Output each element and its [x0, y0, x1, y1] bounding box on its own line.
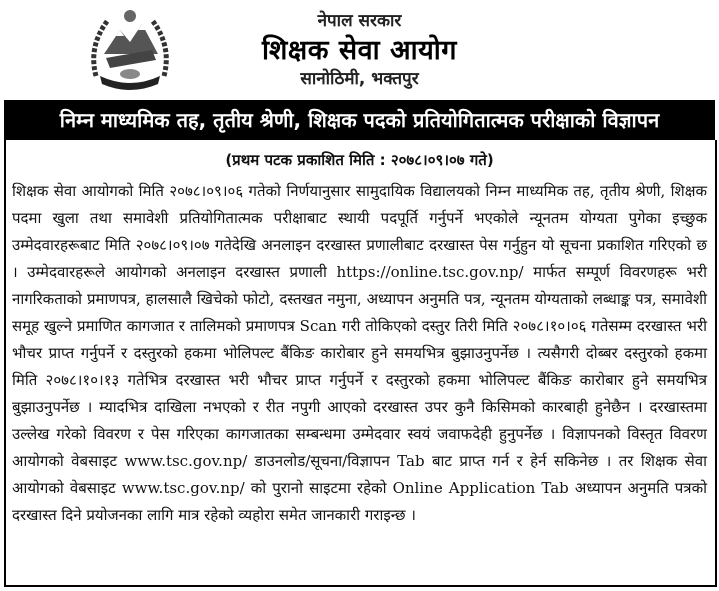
publication-date-line: (प्रथम पटक प्रकाशित मिति : २०७८।०९।०७ गते) [225, 151, 494, 169]
notice-title-banner: निम्न माध्यमिक तह, तृतीय श्रेणी, शिक्षक पदको प्रतियोगितात्मक परीक्षाको विज्ञापन [4, 100, 715, 140]
organization-location: सानोठिमी, भक्तपुर [300, 69, 419, 89]
header [0, 0, 719, 98]
notice-body-text: शिक्षक सेवा आयोगको मिति २०७८।०९।०६ गतेको निर्णयानुसार सामुदायिक विद्यालयको निम्न माध्यमिक तह, तृतीय श्रेणी, शिक्षक पदमा खुला तथा समावेशी प्रतियोगितात्मक परीक्षाबाट स्थायी पदपूर्ति गर्नुपर्ने भएकोले न्यूनतम योग्यता पुगेका इच्छुक उम्मेदवारहरूबाट मिति २०७८।०९।०७ गतेदेखि अनलाइन दरखास्त प्रणालीबाट दरखास्त पेस गर्नुहुन यो सूचना प्रकाशित गरिएको छ । उम्मेदवारहरूले आयोगको अनलाइन दरखास्त प्रणाली https://online.tsc.gov.np/ मार्फत सम्पूर्ण विवरणहरू भरी नागरिकताको प्रमाणपत्र, हालसालै खिचेको फोटो, दस्तखत नमुना, अध्यापन अनुमति पत्र, न्यूनतम योग्यताको लब्धाङ्क पत्र, समावेशी समूह खुल्ने प्रमाणित कागजात र तालिमको प्रमाणपत्र Scan गरी तोकिएको दस्तुर तिरी मिति २०७८।१०।०६ गतेसम्म दरखास्त भरी भौचर प्राप्त गर्नुपर्ने र दस्तुरको हकमा भोलिपल्ट बैंकिङ कारोबार हुने समयभित्र बुझाउनुपर्नेछ । त्यसैगरी दोब्बर दस्तुरको हकमा मिति २०७८।१०।१३ गतेभित्र दरखास्त भरी भौचर प्राप्त गर्नुपर्ने र दस्तुरको हकमा भोलिपल्ट बैंकिङ कारोबार हुने समयभित्र बुझाउनुपर्नेछ । म्यादभित्र दाखिला नभएको र रीत नपुगी आएको दरखास्त उपर कुनै किसिमको कारबाही हुनेछैन । दरखास्तमा उल्लेख गरेको विवरण र पेस गरिएका कागजातका सम्बन्धमा उम्मेदवार स्वयं जवाफदेही हुनुपर्नेछ । विज्ञापनको विस्तृत विवरण आयोगको वेबसाइट www.tsc.gov.np/ डाउनलोड/सूचना/विज्ञापन Tab बाट प्राप्त गर्न र हेर्न सकिनेछ । तर शिक्षक सेवा आयोगको वेबसाइट www.tsc.gov.np/ को पुरानो साइटमा रहेको Online Application Tab अध्यापन अनुमति पत्रको दरखास्त दिने प्रयोजनका लागि मात्र रहेको व्यहोरा समेत जानकारी गराइन्छ । [12, 182, 707, 524]
organization-name: शिक्षक सेवा आयोग [262, 35, 457, 66]
government-heading: नेपाल सरकार [317, 11, 402, 31]
